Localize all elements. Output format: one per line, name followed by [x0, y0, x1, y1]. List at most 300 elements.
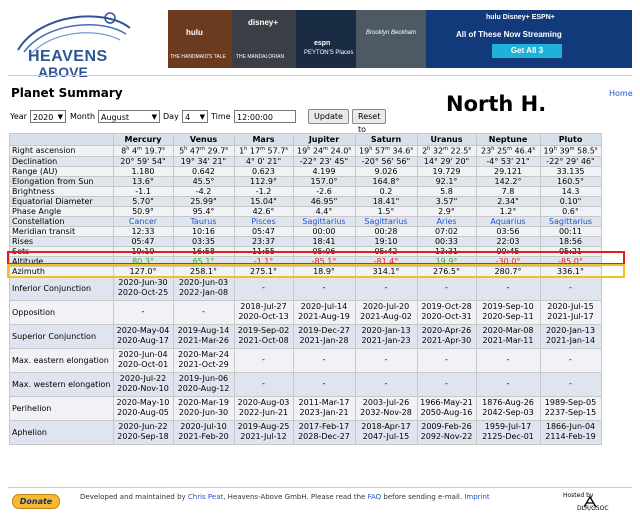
table-cell: Cancer — [113, 216, 173, 226]
table-cell: 19$^h$ 39$^m$ 58.5$^s$ — [540, 146, 601, 157]
table-cell — [113, 324, 173, 348]
table-cell — [234, 396, 293, 420]
event-date: 2019-Jun-06 — [178, 374, 229, 384]
table-row — [10, 420, 602, 444]
event-date: 2022-Jan-08 — [178, 288, 229, 298]
table-cell: 23$^h$ 25$^m$ 46.4$^s$ — [476, 146, 540, 157]
table-cell — [476, 372, 540, 396]
event-date: - — [445, 283, 448, 293]
event-date: 2020-Jun-03 — [178, 278, 229, 288]
event-date: 2019-Dec-27 — [298, 326, 350, 336]
event-date: - — [445, 379, 448, 389]
table-cell: 09:45 — [476, 246, 540, 256]
event-date: 2020-May-10 — [116, 398, 170, 408]
event-date: - — [569, 379, 572, 389]
table-cell — [355, 300, 417, 324]
table-cell — [173, 372, 234, 396]
table-cell — [234, 300, 293, 324]
table-cell: -1.2 — [234, 186, 293, 196]
ad-panel-3 — [296, 10, 356, 68]
event-date: 2020-Oct-13 — [238, 312, 289, 322]
table-cell — [540, 300, 601, 324]
event-date: 2020-Oct-25 — [117, 288, 169, 298]
table-cell — [293, 276, 355, 300]
event-date: 2009-Feb-26 — [421, 422, 472, 432]
ad-panel-2 — [232, 10, 296, 68]
event-date: 2019-Aug-14 — [177, 326, 230, 336]
table-cell — [234, 276, 293, 300]
row-label: Superior Conjunction — [10, 324, 114, 348]
chevron-down-icon: ▼ — [199, 113, 205, 121]
table-cell: 0.623 — [234, 166, 293, 176]
ad-panel-title: PEYTON'S Places — [304, 50, 354, 56]
month-value: August — [101, 113, 129, 122]
table-cell — [173, 324, 234, 348]
event-date: 2047-Jul-15 — [362, 432, 410, 442]
event-date: 2020-Aug-12 — [177, 384, 230, 394]
event-date: - — [506, 355, 510, 365]
event-date: - — [141, 307, 145, 317]
event-date: - — [202, 307, 205, 317]
table-cell — [355, 420, 417, 444]
table-cell: 14.3 — [540, 186, 601, 196]
event-date: 2020-Jul-20 — [362, 302, 410, 312]
table-cell: 276.5° — [417, 266, 476, 276]
table-cell — [113, 372, 173, 396]
home-link[interactable]: Home — [609, 89, 633, 98]
event-date: 2020-Jun-30 — [118, 278, 168, 288]
table-cell: 19.9° — [417, 256, 476, 266]
ra-part: 8 — [121, 146, 127, 156]
table-cell — [417, 324, 476, 348]
table-cell: Aquarius — [476, 216, 540, 226]
logo-text-heavens: HEAVENS — [28, 48, 108, 65]
event-date: 2021-Jan-14 — [545, 336, 596, 346]
event-date: 2019-Sep-02 — [237, 326, 290, 336]
event-date: - — [322, 283, 326, 293]
event-date: 2125-Dec-01 — [482, 432, 534, 442]
event-date: - — [262, 283, 265, 293]
event-date: 2020-Aug-03 — [237, 398, 290, 408]
table-cell — [476, 420, 540, 444]
table-cell: 112.9° — [234, 176, 293, 186]
annotation-text: North H. — [446, 92, 547, 116]
table-cell: 1.5° — [355, 206, 417, 216]
row-label: Inferior Conjunction — [10, 276, 114, 300]
table-cell: 2.9° — [417, 206, 476, 216]
table-row — [10, 348, 602, 372]
event-date: 2020-Jul-22 — [119, 374, 167, 384]
table-cell — [355, 372, 417, 396]
ad-cta-button[interactable]: Get All 3 — [492, 44, 562, 58]
event-date: 2020-Jun-30 — [178, 408, 229, 418]
ra-part: 34.6 — [392, 146, 411, 156]
ra-part: 22.5 — [450, 146, 469, 156]
table-cell: 05:47 — [234, 226, 293, 236]
rises-highlight — [7, 264, 625, 278]
event-date: 2092-Nov-22 — [420, 432, 473, 442]
event-date: 2020-Mar-24 — [178, 350, 229, 360]
header-corner — [10, 134, 114, 146]
ra-part: 19 — [543, 146, 554, 156]
table-cell: -22° 29' 46" — [540, 156, 601, 166]
table-cell: 15.04" — [234, 196, 293, 206]
row-label: Max. western elongation — [10, 372, 114, 396]
reset-to-now-button[interactable]: Reset to — [352, 109, 386, 124]
ad-panel-title: THE HANDMAID'S TALE — [170, 54, 226, 60]
table-cell — [293, 372, 355, 396]
table-cell: 92.1° — [417, 176, 476, 186]
table-cell — [540, 372, 601, 396]
table-cell: 18:41 — [293, 236, 355, 246]
event-date: 2020-Jul-10 — [180, 422, 227, 432]
ad-panel-brand: hulu — [186, 28, 203, 37]
table-cell — [476, 276, 540, 300]
table-cell: 4.4° — [293, 206, 355, 216]
table-cell — [234, 420, 293, 444]
table-row — [10, 186, 602, 196]
table-cell: 00:00 — [293, 226, 355, 236]
table-cell: 4.199 — [293, 166, 355, 176]
table-cell — [173, 348, 234, 372]
table-cell: 0.6° — [540, 206, 601, 216]
update-button[interactable]: Update — [308, 109, 349, 124]
table-cell — [476, 396, 540, 420]
row-label: Perihelion — [10, 396, 114, 420]
imprint-link[interactable]: Imprint — [464, 493, 490, 501]
row-label: Phase Angle — [10, 206, 114, 216]
logo-text-above: ABOVE — [38, 64, 88, 80]
year-select[interactable] — [30, 110, 66, 123]
table-cell: 258.1° — [173, 266, 234, 276]
table-cell — [113, 276, 173, 300]
table-cell: Sagittarius — [355, 216, 417, 226]
table-cell — [417, 300, 476, 324]
event-date: 2021-Jan-28 — [299, 336, 349, 346]
table-cell — [540, 276, 601, 300]
table-cell: 157.0° — [293, 176, 355, 186]
table-header-row — [10, 134, 602, 146]
table-row — [10, 396, 602, 420]
table-cell: Pisces — [234, 216, 293, 226]
column-header-saturn: Saturn — [355, 134, 417, 146]
event-date: 2114-Feb-19 — [545, 432, 596, 442]
table-cell: 280.7° — [476, 266, 540, 276]
table-cell: Taurus — [173, 216, 234, 226]
event-date: 2020-May-04 — [116, 326, 170, 336]
event-date: 2020-Oct-31 — [421, 312, 472, 322]
ra-part: 19 — [359, 146, 370, 156]
row-label: Sets — [10, 246, 114, 256]
year-label: Year — [10, 112, 27, 121]
footer-text — [80, 493, 490, 501]
table-cell: 50.9° — [113, 206, 173, 216]
row-label: Max. eastern elongation — [10, 348, 114, 372]
heavens-above-logo[interactable] — [10, 8, 135, 80]
table-cell — [540, 396, 601, 420]
event-date: 2021-Aug-19 — [298, 312, 350, 322]
event-date: 1959-Jul-17 — [484, 422, 532, 432]
table-cell — [417, 396, 476, 420]
donate-button[interactable]: Donate — [12, 494, 60, 509]
event-date: 2021-Aug-02 — [360, 312, 412, 322]
event-date: 2020-Sep-11 — [482, 312, 534, 322]
table-cell: 10:16 — [173, 226, 234, 236]
table-cell — [417, 420, 476, 444]
table-cell: 29.121 — [476, 166, 540, 176]
table-row — [10, 276, 602, 300]
event-date: 2021-Apr-30 — [421, 336, 472, 346]
dlr-gsoc-label: DLR/GSOC — [577, 505, 609, 512]
table-cell: 33.135 — [540, 166, 601, 176]
table-cell — [476, 324, 540, 348]
table-cell: 8$^h$ 4$^m$ 19.7$^s$ — [113, 146, 173, 157]
row-label: Brightness — [10, 186, 114, 196]
table-cell: 46.95" — [293, 196, 355, 206]
ra-part: 32 — [432, 146, 444, 156]
table-cell: 1.2° — [476, 206, 540, 216]
event-date: - — [262, 355, 265, 365]
time-input[interactable] — [234, 110, 296, 123]
event-date: 2020-Jun-04 — [118, 350, 168, 360]
event-date: - — [506, 283, 510, 293]
event-date: 2028-Dec-27 — [298, 432, 350, 442]
table-cell: 00:33 — [417, 236, 476, 246]
event-date: 2020-Aug-05 — [117, 408, 169, 418]
event-date: 2021-Jan-23 — [361, 336, 411, 346]
event-date: - — [569, 283, 572, 293]
table-row — [10, 324, 602, 348]
day-select[interactable] — [182, 110, 208, 123]
table-cell — [540, 420, 601, 444]
ad-bundle-panel — [426, 10, 632, 68]
table-cell: -22° 23' 45" — [293, 156, 355, 166]
table-cell: 18.9° — [293, 266, 355, 276]
table-cell: 160.5° — [540, 176, 601, 186]
footer-divider — [8, 487, 632, 488]
event-date: 2021-Oct-08 — [238, 336, 289, 346]
table-cell: 42.6° — [234, 206, 293, 216]
ad-bundle-brand: hulu Disney+ ESPN+ — [486, 14, 555, 21]
column-header-jupiter: Jupiter — [293, 134, 355, 146]
table-cell: 19:10 — [355, 236, 417, 246]
event-date: 2018-Jul-27 — [240, 302, 287, 312]
table-cell: -30.0° — [476, 256, 540, 266]
hosted-by-badge[interactable] — [563, 492, 609, 512]
event-date: 2020-Oct-01 — [117, 360, 169, 370]
table-cell — [355, 348, 417, 372]
table-cell: 03:35 — [173, 236, 234, 246]
table-row — [10, 226, 602, 236]
table-cell — [417, 348, 476, 372]
event-date: 1966-May-21 — [420, 398, 473, 408]
row-label: Right ascension — [10, 146, 114, 157]
chevron-down-icon: ▼ — [57, 113, 63, 121]
table-row — [10, 216, 602, 226]
column-header-mercury: Mercury — [113, 134, 173, 146]
ra-part: 46.4 — [514, 146, 533, 156]
event-date: - — [445, 355, 448, 365]
table-cell: Sagittarius — [293, 216, 355, 226]
faq-link[interactable]: FAQ — [367, 493, 382, 501]
table-cell — [355, 276, 417, 300]
table-cell: 20° 59' 54" — [113, 156, 173, 166]
table-cell: 45.5° — [173, 176, 234, 186]
ra-part: 58.5 — [577, 146, 595, 156]
event-date: - — [322, 355, 326, 365]
advertisement-banner[interactable] — [168, 10, 632, 68]
year-value: 2020 — [33, 113, 54, 122]
event-date: 2021-Feb-20 — [178, 432, 229, 442]
table-cell — [113, 420, 173, 444]
header-divider — [8, 75, 632, 76]
table-cell: -4.2 — [173, 186, 234, 196]
table-cell — [173, 420, 234, 444]
table-cell: 00:11 — [540, 226, 601, 236]
table-cell: 95.4° — [173, 206, 234, 216]
table-row — [10, 166, 602, 176]
ra-part: 19 — [297, 146, 308, 156]
table-cell: 19$^h$ 57$^m$ 34.6$^s$ — [355, 146, 417, 157]
table-cell: 05:06 — [293, 246, 355, 256]
table-cell: 05:21 — [540, 246, 601, 256]
table-cell: 19$^h$ 24$^m$ 24.0$^s$ — [293, 146, 355, 157]
table-cell — [113, 348, 173, 372]
event-date: 2021-Oct-29 — [178, 360, 229, 370]
table-cell: -1.1° — [234, 256, 293, 266]
table-cell: 22:03 — [476, 236, 540, 246]
table-cell — [234, 372, 293, 396]
table-cell: 1$^h$ 17$^m$ 57.7$^s$ — [234, 146, 293, 157]
hosted-by-label: Hosted by — [563, 492, 594, 499]
table-cell: 4° 0' 21" — [234, 156, 293, 166]
column-header-uranus: Uranus — [417, 134, 476, 146]
row-label: Azimuth — [10, 266, 114, 276]
ra-part: 19.7 — [144, 146, 163, 156]
table-cell — [355, 396, 417, 420]
time-value: 12:00:00 — [237, 113, 273, 122]
table-cell: Aries — [417, 216, 476, 226]
table-cell: 142.2° — [476, 176, 540, 186]
table-cell: 2.34" — [476, 196, 540, 206]
event-date: 2237-Sep-15 — [544, 408, 597, 418]
table-cell: 18:56 — [540, 236, 601, 246]
event-date: - — [322, 379, 326, 389]
table-cell: 14° 29' 20" — [417, 156, 476, 166]
table-cell: 275.1° — [234, 266, 293, 276]
time-label: Time — [211, 112, 231, 121]
table-cell: -1.1 — [113, 186, 173, 196]
event-date: 2020-Jan-13 — [361, 326, 411, 336]
table-cell: 00:28 — [355, 226, 417, 236]
table-cell: 11:55 — [234, 246, 293, 256]
table-cell — [234, 348, 293, 372]
row-label: Meridian transit — [10, 226, 114, 236]
event-date: 2020-Apr-26 — [421, 326, 472, 336]
ra-part: 1 — [239, 146, 245, 156]
row-label: Elongation from Sun — [10, 176, 114, 186]
table-cell — [293, 300, 355, 324]
row-label: Range (AU) — [10, 166, 114, 176]
table-cell: 5.8 — [417, 186, 476, 196]
table-cell: -20° 56' 56" — [355, 156, 417, 166]
table-cell: 127.0° — [113, 266, 173, 276]
event-date: 2020-Mar-19 — [178, 398, 229, 408]
ra-part: 57 — [374, 146, 386, 156]
event-date: 2021-Mar-26 — [178, 336, 229, 346]
table-cell: 5$^h$ 47$^m$ 29.7$^s$ — [173, 146, 234, 157]
table-cell: 19.729 — [417, 166, 476, 176]
ra-part: 24 — [312, 146, 324, 156]
table-cell: 07:02 — [417, 226, 476, 236]
ad-panel-title: Brooklyn Beckham — [366, 30, 417, 36]
ra-part: 39 — [559, 146, 570, 156]
event-date: 2019-Oct-28 — [421, 302, 472, 312]
table-cell: 19:19 — [113, 246, 173, 256]
event-date: 2019-Sep-10 — [482, 302, 534, 312]
event-date: 2021-Jul-17 — [547, 312, 594, 322]
event-date: - — [384, 283, 388, 293]
table-cell — [417, 276, 476, 300]
table-cell — [540, 324, 601, 348]
table-cell: -4° 53' 21" — [476, 156, 540, 166]
event-date: 2020-Jan-13 — [545, 326, 596, 336]
table-cell: 2$^h$ 32$^m$ 22.5$^s$ — [417, 146, 476, 157]
table-cell: 19° 34' 21" — [173, 156, 234, 166]
event-date: 2020-Jul-14 — [300, 302, 348, 312]
ra-part: 29.7 — [207, 146, 226, 156]
ra-part: 4 — [131, 146, 138, 156]
event-date: 2020-Mar-08 — [482, 326, 534, 336]
table-cell: Sagittarius — [540, 216, 601, 226]
table-cell — [355, 324, 417, 348]
author-link[interactable]: Chris Peat — [187, 493, 224, 501]
table-cell: 23:37 — [234, 236, 293, 246]
event-date: 1866-Jun-04 — [545, 422, 596, 432]
row-label: Rises — [10, 236, 114, 246]
table-cell — [293, 324, 355, 348]
event-date: 2003-Jul-26 — [362, 398, 410, 408]
row-label: Opposition — [10, 300, 114, 324]
row-label: Equatorial Diameter — [10, 196, 114, 206]
table-cell: 336.1° — [540, 266, 601, 276]
table-cell — [540, 348, 601, 372]
event-date: 2023-Jan-21 — [299, 408, 349, 418]
event-date: - — [384, 355, 388, 365]
table-row — [10, 196, 602, 206]
column-header-pluto: Pluto — [540, 134, 601, 146]
event-date: - — [262, 379, 265, 389]
table-cell — [417, 372, 476, 396]
column-header-neptune: Neptune — [476, 134, 540, 146]
month-select[interactable] — [98, 110, 160, 123]
table-cell: 80.3° — [113, 256, 173, 266]
table-cell: 12:33 — [113, 226, 173, 236]
ad-panel-brand: disney+ — [248, 18, 279, 27]
footer-text-b: , Heavens-Above GmbH. Please read the — [223, 493, 366, 501]
ra-part: 25 — [496, 146, 508, 156]
event-date: 2021-Mar-11 — [482, 336, 534, 346]
table-cell — [476, 348, 540, 372]
table-cell: 7.8 — [476, 186, 540, 196]
event-date: 2050-Aug-16 — [420, 408, 473, 418]
table-cell: 0.2 — [355, 186, 417, 196]
table-row — [10, 300, 602, 324]
table-cell: 25.99" — [173, 196, 234, 206]
table-row — [10, 236, 602, 246]
event-date: 2042-Sep-03 — [482, 408, 534, 418]
site-header — [0, 0, 640, 85]
